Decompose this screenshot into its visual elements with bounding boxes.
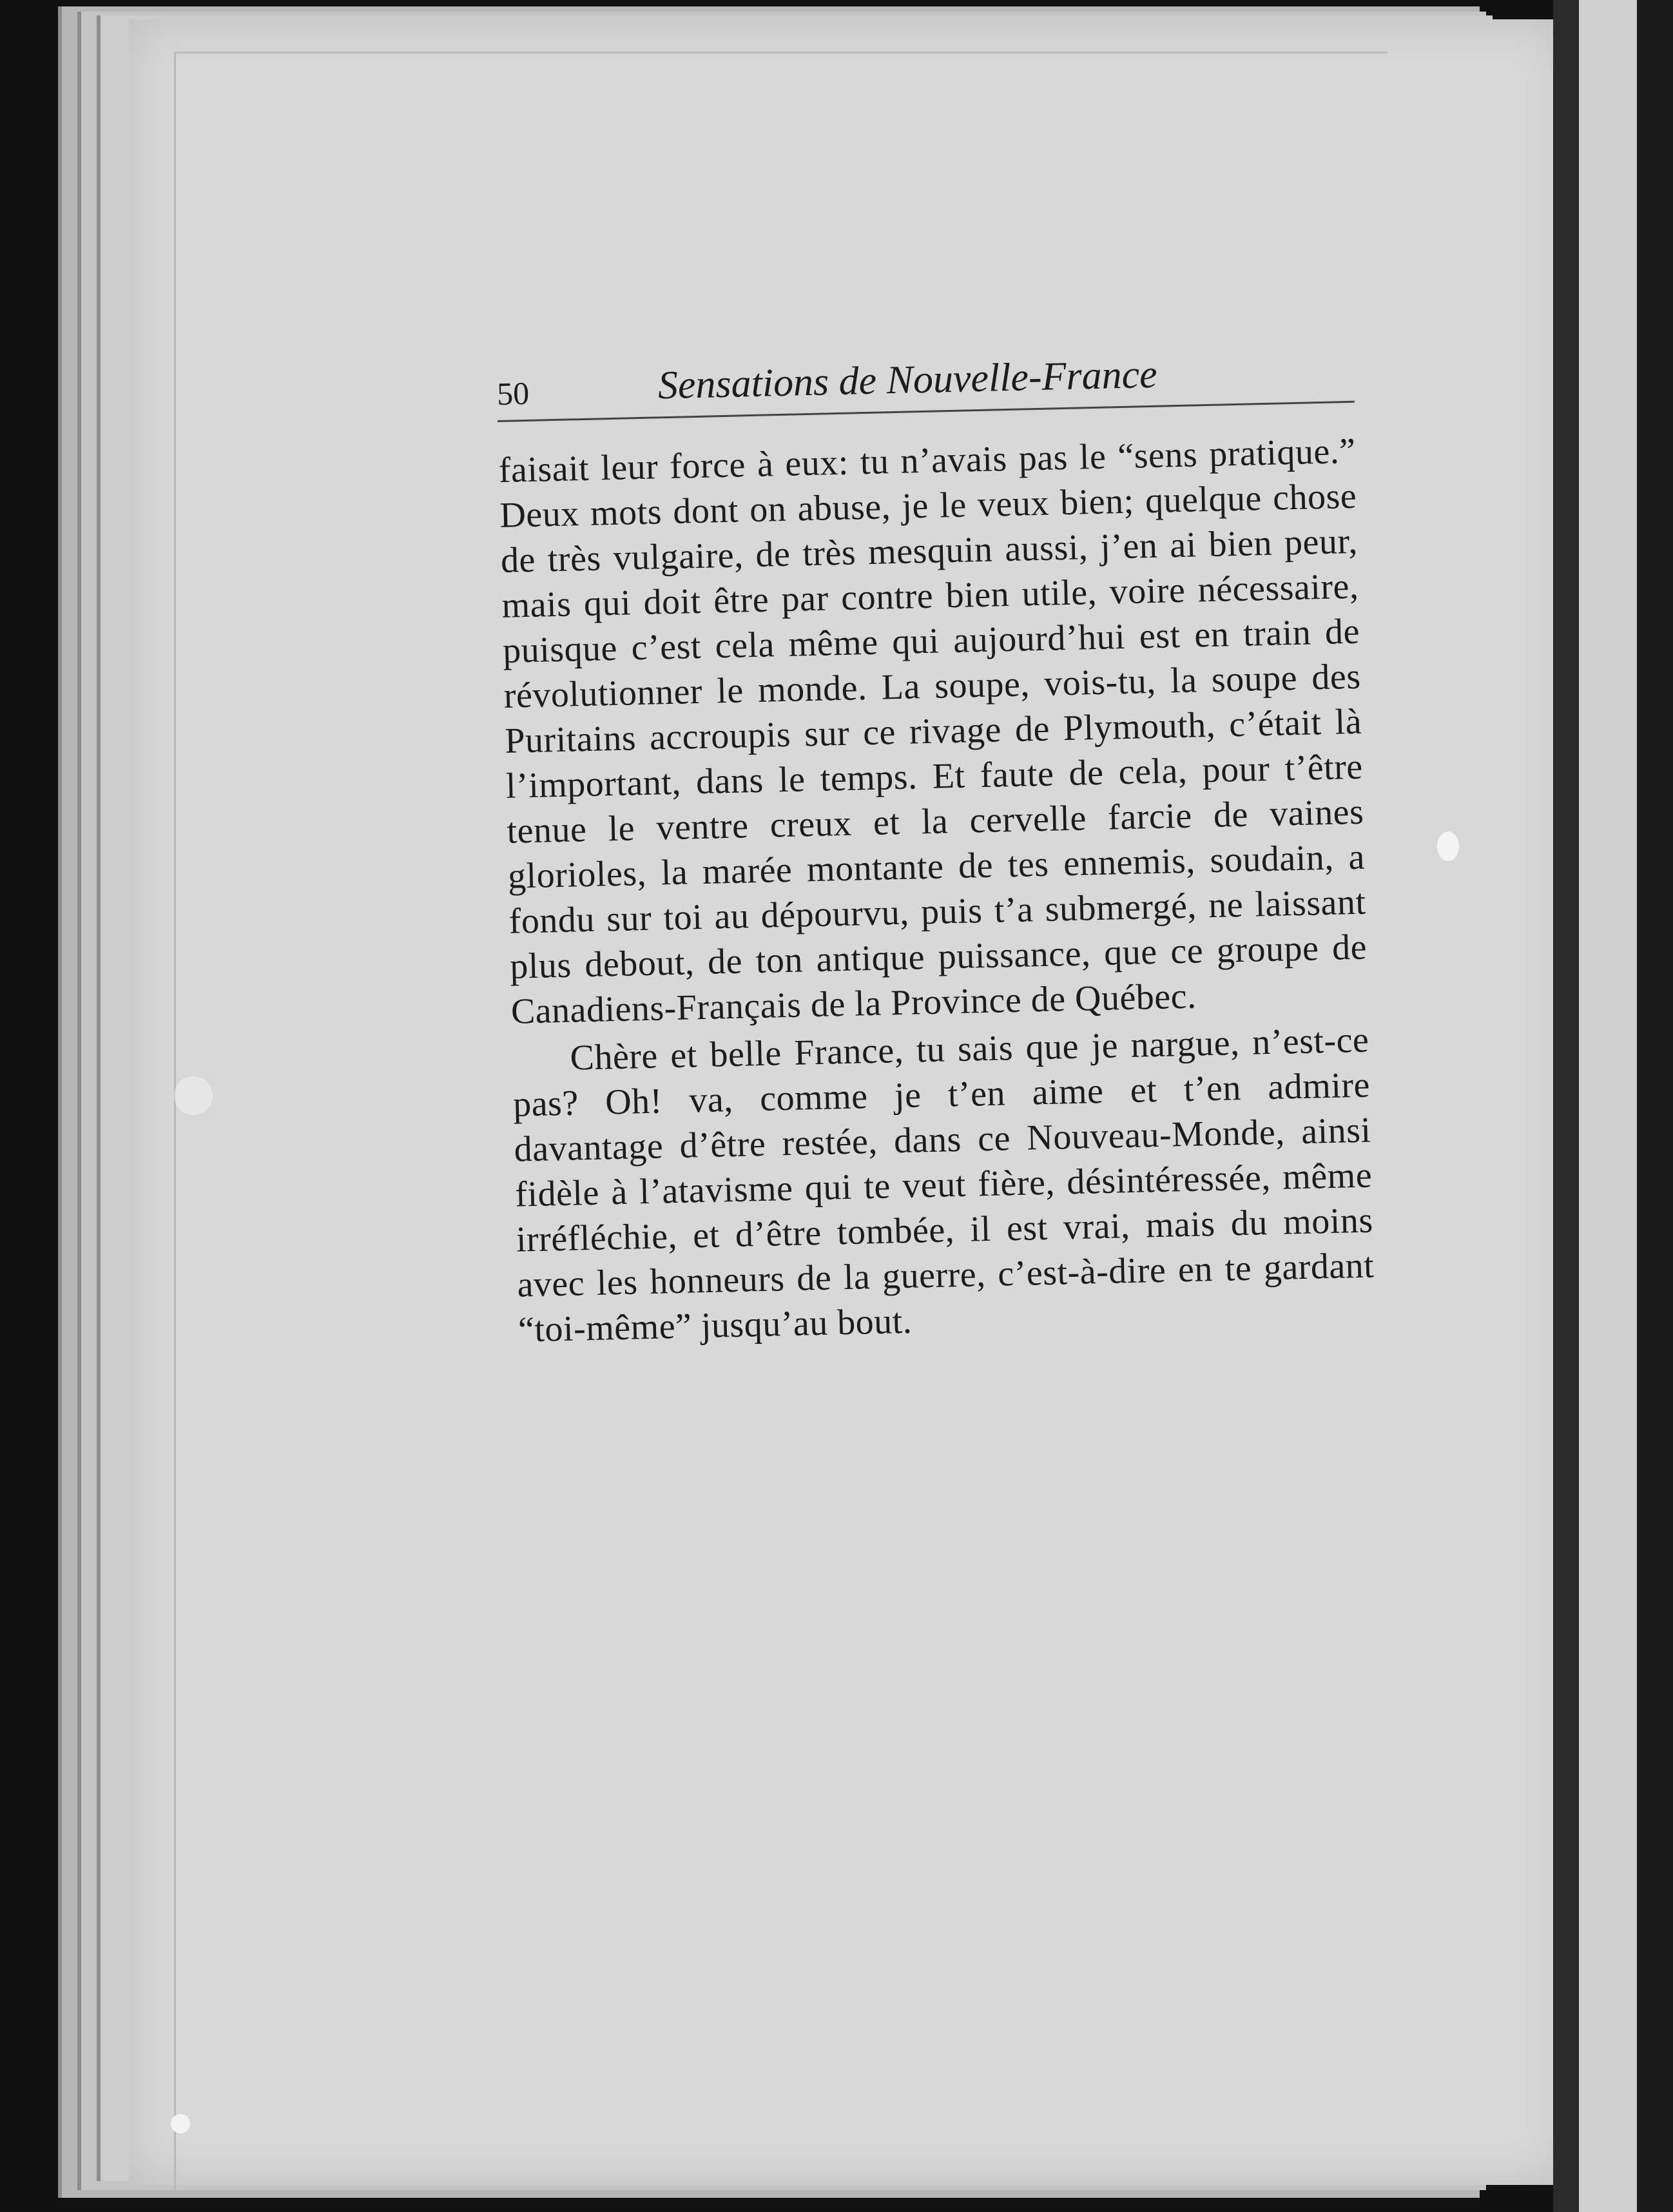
paragraph: Chère et belle France, tu sais que je nargue, n’est-ce pas? Oh! va, comme je t’en aime et t’en admire davantage d’être restée, dans ce Nouveau-Monde, ainsi fidèle à l’atavisme qui te veut fière, désintéressée, même irréfléchie, et d’être tombée, il est vrai, mais du moins avec les honneurs de la guerre, c’est-à-dire en te gardant “toi-même” jusqu’au bout. xyxy=(512,1020,1375,1350)
dust-speck xyxy=(171,2114,190,2133)
book-gutter xyxy=(1553,0,1579,2212)
running-head-title: Sensations de Nouvelle-France xyxy=(657,352,1158,408)
dust-speck xyxy=(1437,831,1459,861)
dust-speck xyxy=(174,1076,213,1115)
scan-border xyxy=(1637,0,1673,2212)
paragraph: faisait leur force à eux: tu n’avais pas le “sens pratique.” Deux mots dont on abuse, je le veux bien; quelque chose de très vulgaire, de très mesquin aussi, j’en ai bien peur, mais qui doit être par contre bien utile, voire nécessaire, puisque c’est cela même qui aujourd’hui est en train de révolutionner le monde. La soupe, vois-tu, la soupe des Puritains accroupis sur ce rivage de Plymouth, c’était là l’important, dans le temps. Et faute de cela, pour t’être tenue le ventre creux et la cervelle farcie de vaines glorioles, la marée montante de tes ennemis, soudain, a fondu sur toi au dépourvu, puis t’a submergé, ne laissant plus debout, de ton antique puissance, que ce groupe de Canadiens-Français de la Province de Québec. xyxy=(498,431,1368,1032)
text-block xyxy=(496,342,1376,1353)
page-number: 50 xyxy=(496,374,530,412)
